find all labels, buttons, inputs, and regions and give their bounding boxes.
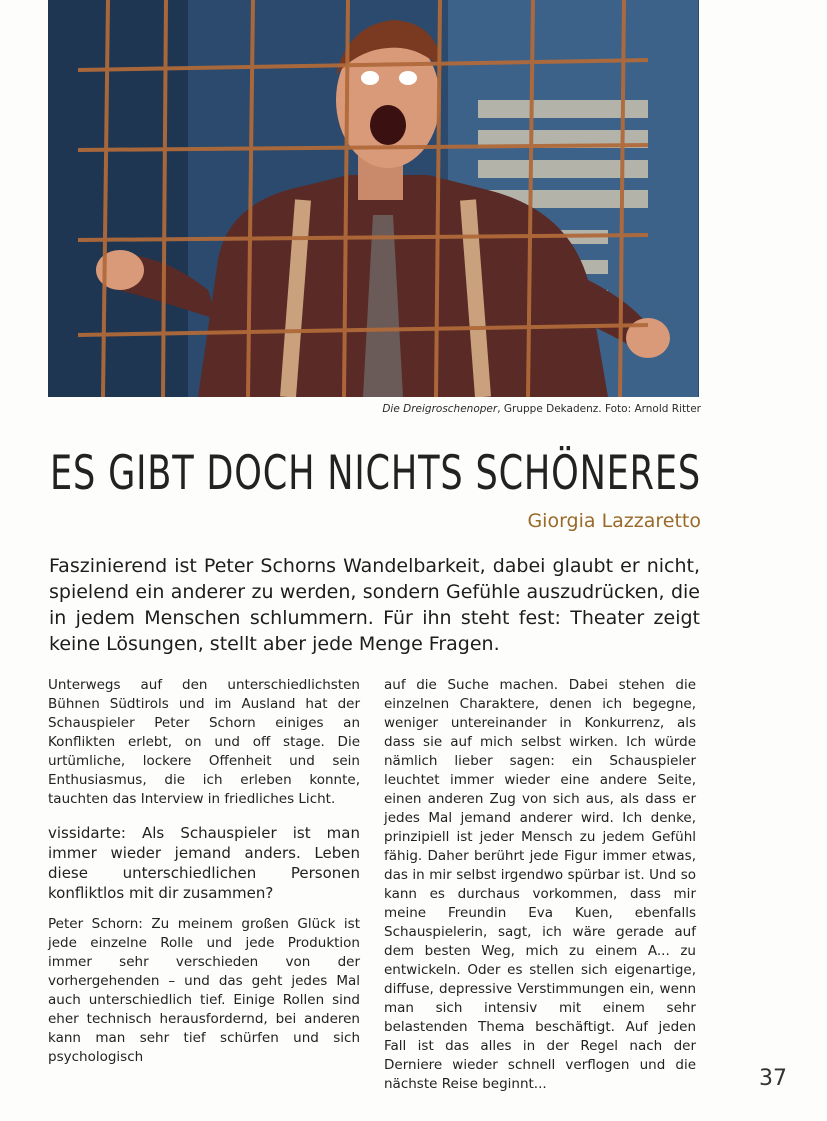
- answer-paragraph: Peter Schorn: Zu meinem großen Glück ist jede einzelne Rolle und jede Produktion immer sehr verschieden von der vorhergehenden – und das geht jedes Mal auch unterschiedlich tief. Einige Rollen sind eher technisch herausfordernd, bei anderen kann man sehr tief schürfen und sich psychologisch: [48, 916, 360, 1065]
- intro-paragraph: Unterwegs auf den unterschiedlichsten Bühnen Südtirols und im Ausland hat der Schauspieler Peter Schorn einiges an Konflikten erlebt, on und off stage. Die urtümliche, lockere Offenheit und sein Enthusiasmus, die ich erleben konnte, tauchten das Interview in friedliches Licht.: [48, 677, 360, 807]
- article-lead: Faszinierend ist Peter Schorns Wandelbarkeit, dabei glaubt er nicht, spielend ein anderer zu werden, sondern Gefühle auszudrücken, die in jedem Menschen schlummern. Für ihn steht fest: Theater zeigt keine Lösungen, stellt aber jede Menge Fragen.: [49, 555, 700, 655]
- left-column: [48, 676, 360, 1079]
- page-number: 37: [759, 1066, 787, 1091]
- caption-play-title: Die Dreigroschenoper: [382, 403, 498, 415]
- photo-caption: [382, 403, 701, 415]
- article-title: ES GIBT DOCH NICHTS SCHÖNERES: [50, 446, 702, 501]
- answer-continuation: auf die Suche machen. Dabei stehen die einzelnen Charaktere, denen ich begegne, weniger untereinander in Konkurrenz, als dass sie auf mich selbst wirken. Ich würde nämlich lieber sagen: ein Schauspieler leuchtet immer wieder eine andere Seite, einen anderen Zug von sich aus, als dass er jedes Mal jemand anderer wird. Ich denke, prinzipiell ist jeder Mensch zu jedem Gefühl fähig. Daher berührt jede Figur immer etwas, das in mir selbst irgendwo spürbar ist. Und so kann es durchaus vorkommen, dass mir meine Freundin Eva Kuen, ebenfalls Schauspielerin, sagt, ich wäre gerade auf dem besten Weg, mich zu einem A... zu entwickeln. Oder es stellen sich eigenartige, diffuse, depressive Verstimmungen ein, wenn man sich intensiv mit einem sehr belastenden Thema beschäftigt. Auf jeden Fall ist das alles in der Regel nach der Derniere wieder schnell verflogen und die nächste Reise beginnt...: [384, 677, 696, 1092]
- right-column: [384, 676, 696, 1106]
- interview-question: vissidarte: Als Schauspieler ist man immer wieder jemand anders. Leben diese unterschiedlichen Personen konfliktlos mit dir zusammen?: [48, 824, 360, 902]
- article-photo: [48, 0, 699, 397]
- caption-credit: , Gruppe Dekadenz. Foto: Arnold Ritter: [497, 403, 701, 415]
- theatre-photo-illustration: [48, 0, 699, 397]
- article-author: Giorgia Lazzaretto: [527, 510, 701, 532]
